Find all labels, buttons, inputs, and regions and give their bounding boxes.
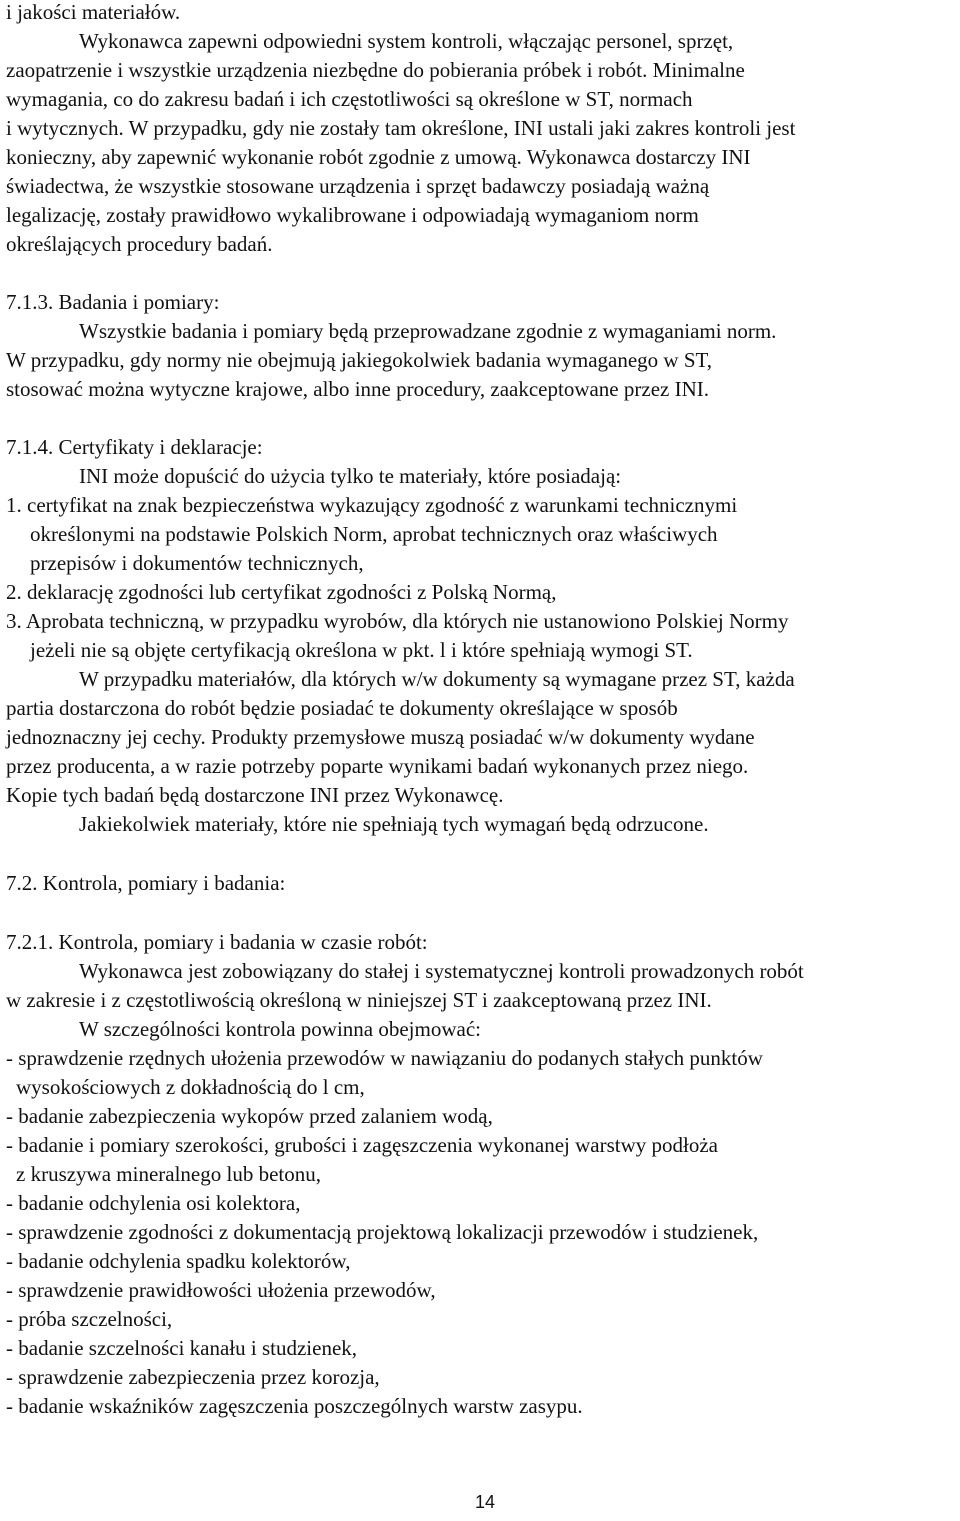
list-item-continuation: określonymi na podstawie Polskich Norm, aprobat technicznych oraz właściwych: [30, 522, 718, 546]
text-line: partia dostarczona do robót będzie posiadać te dokumenty określające w sposób: [6, 696, 678, 720]
list-item: - badanie szczelności kanału i studzienek,: [6, 1336, 358, 1360]
list-item: - sprawdzenie rzędnych ułożenia przewodów w nawiązaniu do podanych stałych punktów: [6, 1046, 763, 1070]
text-line: zaopatrzenie i wszystkie urządzenia niezbędne do pobierania próbek i robót. Minimalne: [6, 58, 745, 82]
text-line: i wytycznych. W przypadku, gdy nie zostały tam określone, INI ustali jaki zakres kontroli jest: [6, 116, 796, 140]
section-heading: 7.1.3. Badania i pomiary:: [6, 290, 220, 314]
list-item: - sprawdzenie zabezpieczenia przez korozja,: [6, 1365, 380, 1389]
list-item: 3. Aprobata techniczną, w przypadku wyrobów, dla których nie ustanowiono Polskiej Normy: [6, 609, 789, 633]
text-line: Wszystkie badania i pomiary będą przeprowadzane zgodnie z wymaganiami norm.: [79, 319, 777, 343]
list-item: - sprawdzenie prawidłowości ułożenia przewodów,: [6, 1278, 436, 1302]
text-line: w zakresie i z częstotliwością określoną w niniejszej ST i zaakceptowaną przez INI.: [6, 988, 712, 1012]
section-heading: 7.1.4. Certyfikaty i deklaracje:: [6, 435, 263, 459]
list-item: - badanie odchylenia osi kolektora,: [6, 1191, 301, 1215]
list-item: 1. certyfikat na znak bezpieczeństwa wykazujący zgodność z warunkami technicznymi: [6, 493, 738, 517]
text-line: Wykonawca jest zobowiązany do stałej i systematycznej kontroli prowadzonych robót: [79, 959, 804, 983]
text-line: Kopie tych badań będą dostarczone INI przez Wykonawcę.: [6, 783, 504, 807]
text-line: INI może dopuścić do użycia tylko te materiały, które posiadają:: [79, 464, 622, 488]
list-item-continuation: wysokościowych z dokładnością do l cm,: [16, 1075, 365, 1099]
list-item: - badanie odchylenia spadku kolektorów,: [6, 1249, 351, 1273]
list-item: - badanie i pomiary szerokości, grubości i zagęszczenia wykonanej warstwy podłoża: [6, 1133, 718, 1157]
text-line: i jakości materiałów.: [6, 0, 181, 24]
text-line: konieczny, aby zapewnić wykonanie robót zgodnie z umową. Wykonawca dostarczy INI: [6, 145, 751, 169]
text-line: jednoznaczny jej cechy. Produkty przemysłowe muszą posiadać w/w dokumenty wydane: [6, 725, 755, 749]
list-item: - sprawdzenie zgodności z dokumentacją projektową lokalizacji przewodów i studzienek,: [6, 1220, 759, 1244]
list-item-continuation: z kruszywa mineralnego lub betonu,: [16, 1162, 321, 1186]
list-item: - próba szczelności,: [6, 1307, 173, 1331]
text-line: wymagania, co do zakresu badań i ich częstotliwości są określone w ST, normach: [6, 87, 693, 111]
page-number: 14: [474, 1492, 496, 1512]
text-line: Jakiekolwiek materiały, które nie spełniają tych wymagań będą odrzucone.: [79, 812, 709, 836]
text-line: W szczególności kontrola powinna obejmować:: [79, 1017, 481, 1041]
text-line: świadectwa, że wszystkie stosowane urządzenia i sprzęt badawczy posiadają ważną: [6, 174, 710, 198]
section-heading: 7.2.1. Kontrola, pomiary i badania w czasie robót:: [6, 930, 428, 954]
section-heading: 7.2. Kontrola, pomiary i badania:: [6, 871, 286, 895]
text-line: W przypadku materiałów, dla których w/w dokumenty są wymagane przez ST, każda: [79, 667, 795, 691]
text-line: określających procedury badań.: [6, 232, 273, 256]
list-item: 2. deklarację zgodności lub certyfikat zgodności z Polską Normą,: [6, 580, 557, 604]
list-item: - badanie wskaźników zagęszczenia poszczególnych warstw zasypu.: [6, 1394, 583, 1418]
text-line: Wykonawca zapewni odpowiedni system kontroli, włączając personel, sprzęt,: [79, 29, 734, 53]
text-line: stosować można wytyczne krajowe, albo inne procedury, zaakceptowane przez INI.: [6, 377, 709, 401]
list-item: - badanie zabezpieczenia wykopów przed zalaniem wodą,: [6, 1104, 493, 1128]
text-line: legalizację, zostały prawidłowo wykalibrowane i odpowiadają wymaganiom norm: [6, 203, 699, 227]
list-item-continuation: jeżeli nie są objęte certyfikacją określona w pkt. l i które spełniają wymogi ST.: [30, 638, 693, 662]
text-line: przez producenta, a w razie potrzeby poparte wynikami badań wykonanych przez niego.: [6, 754, 749, 778]
list-item-continuation: przepisów i dokumentów technicznych,: [30, 551, 364, 575]
text-line: W przypadku, gdy normy nie obejmują jakiegokolwiek badania wymaganego w ST,: [6, 348, 713, 372]
